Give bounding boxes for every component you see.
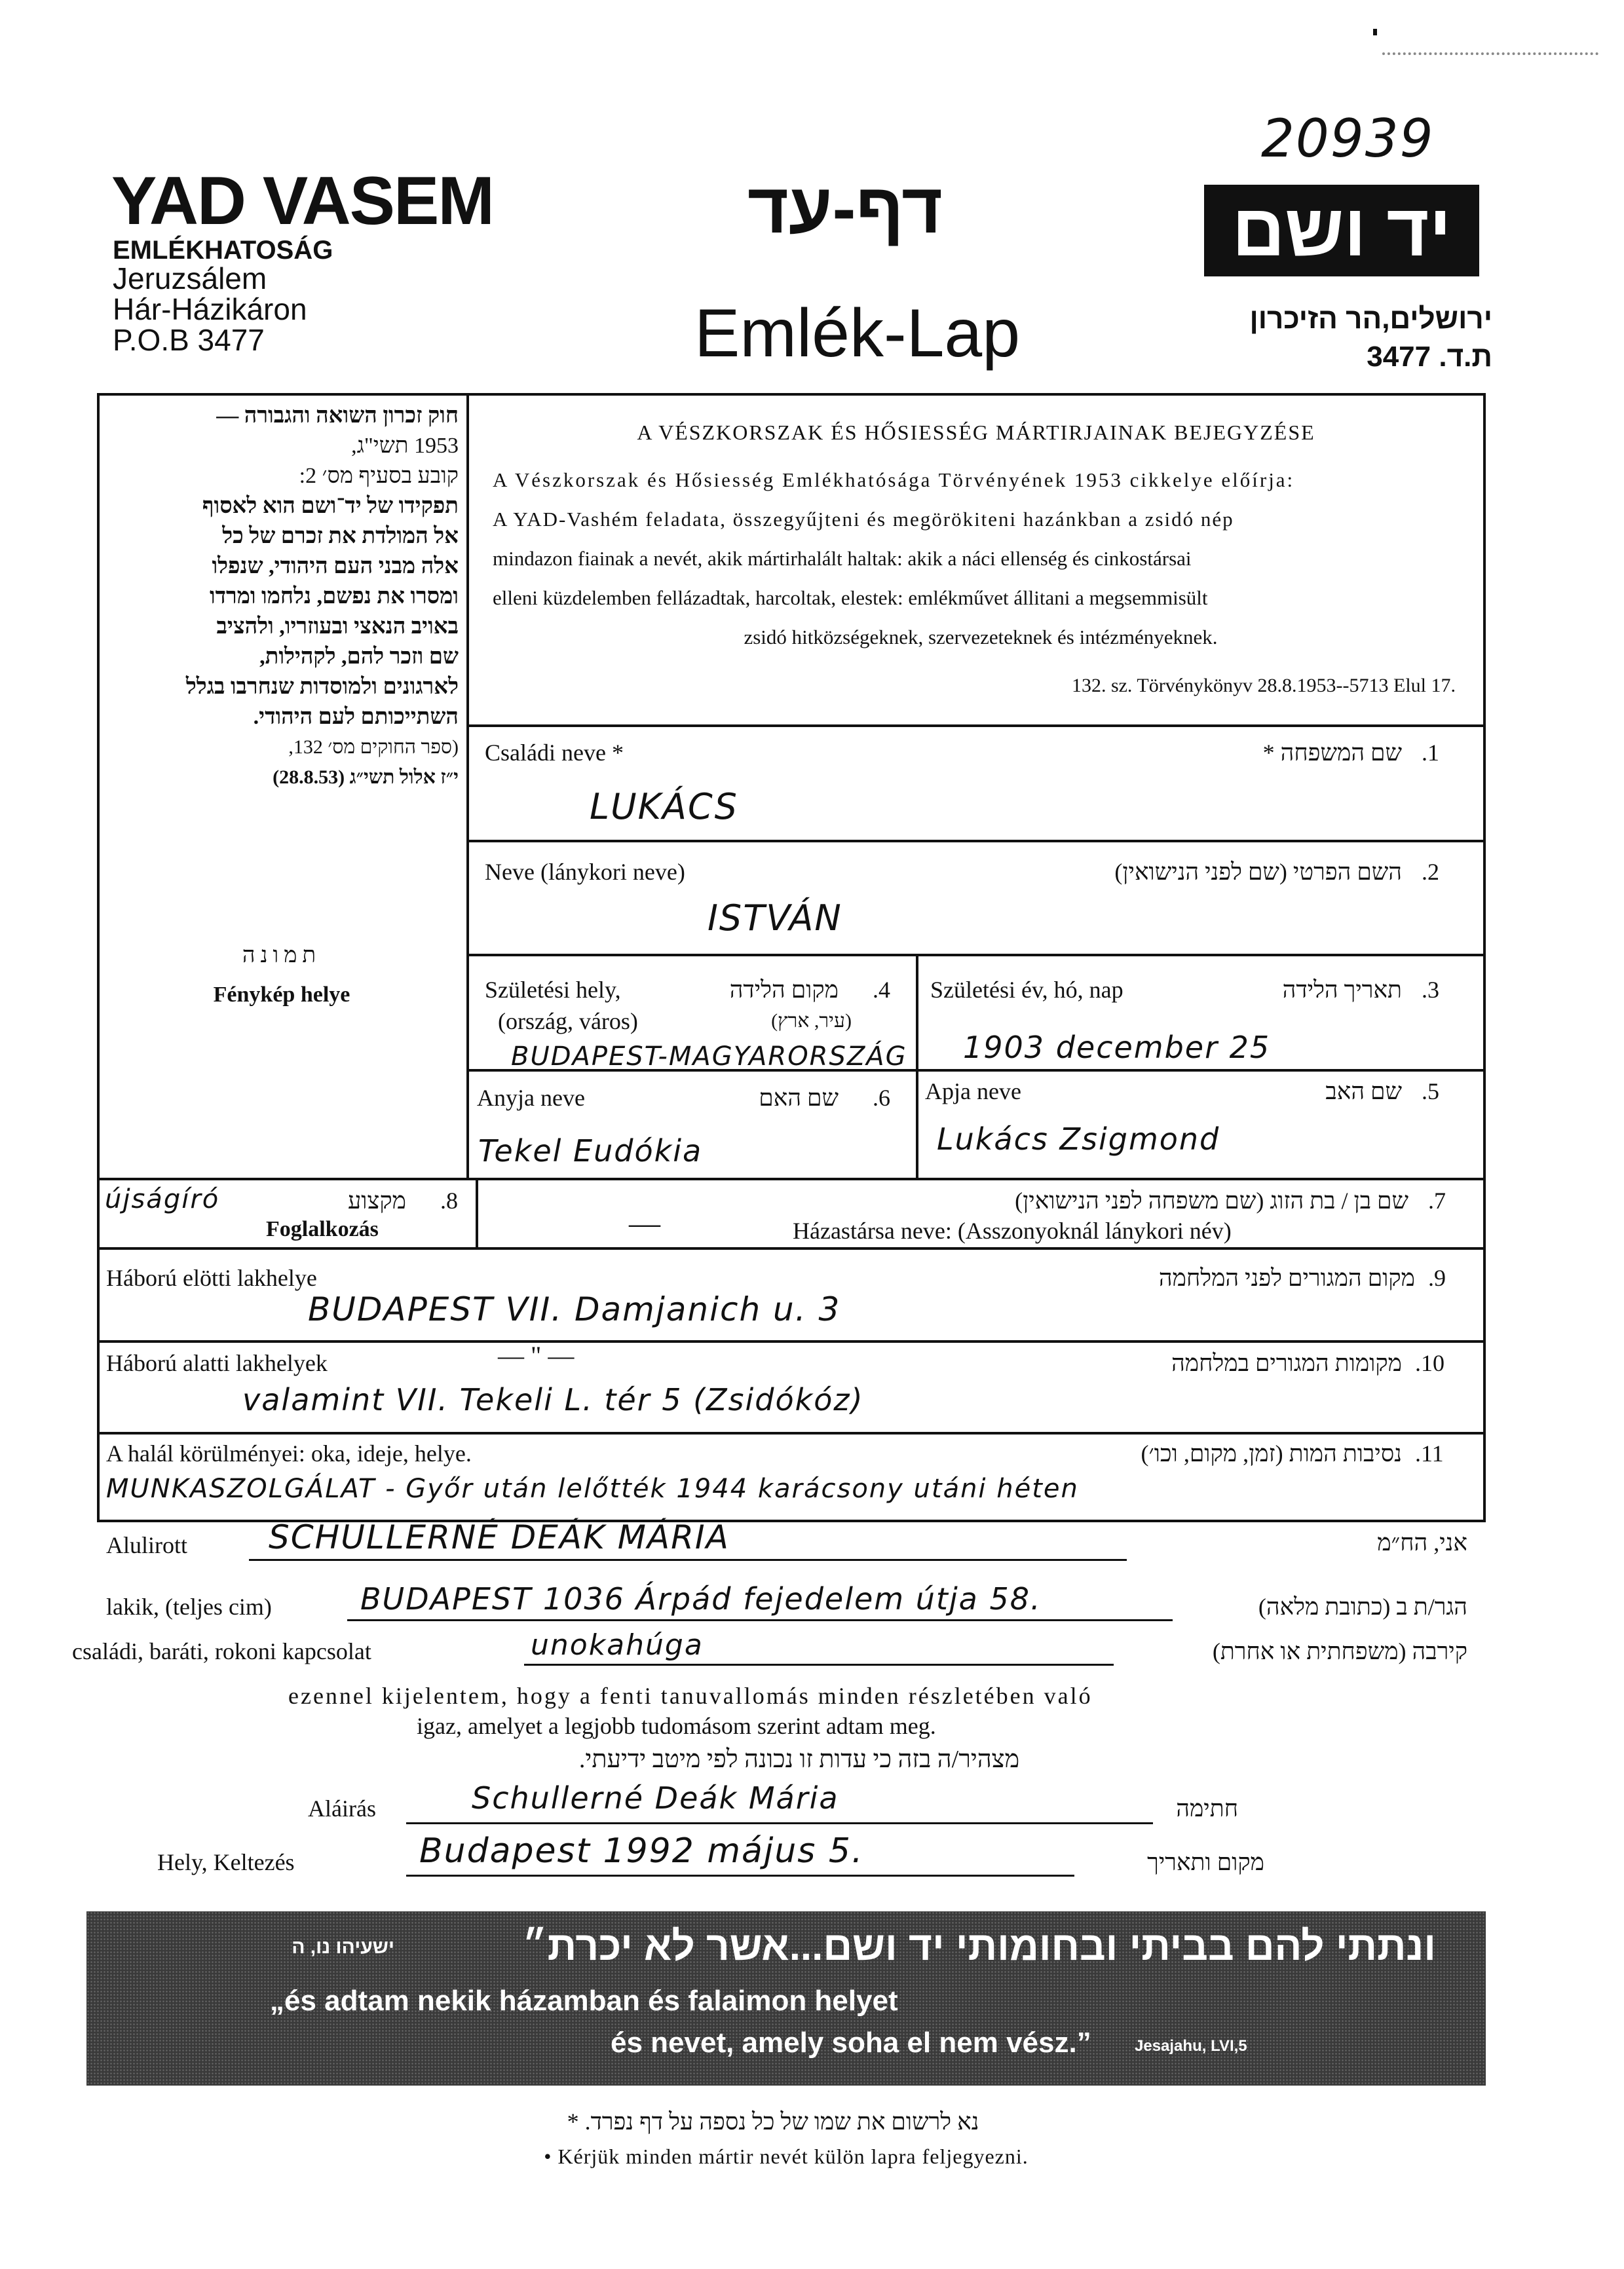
photo-label-heb: תמונה: [242, 943, 322, 967]
yad-vashem-logo: יד ושם: [1204, 185, 1479, 276]
field-number: .11: [1415, 1440, 1444, 1467]
statement-heb: מצהיר/ה בזה כי עדות זו נכונה לפי מיטב ידיעתי.: [578, 1746, 1020, 1773]
form-right-border: [1483, 1178, 1486, 1250]
form-left-border: [97, 1247, 100, 1522]
org-address: Hár-Házikáron: [113, 292, 307, 326]
law-hebrew-line: (ספר החוקים מס׳ 132,: [288, 736, 459, 758]
row-divider: [466, 840, 1486, 842]
father-name-label: Apja neve: [925, 1078, 1021, 1104]
row-divider: [97, 1247, 1486, 1250]
field-number: .8: [440, 1188, 458, 1214]
quote-banner: [86, 1911, 1486, 2086]
field-number: .10: [1415, 1350, 1445, 1376]
birthdate-value[interactable]: 1903 december 25: [963, 1030, 1271, 1065]
law-hebrew-line: אלה מבני העם היהודי, שנפלו: [212, 554, 459, 578]
page-title: Emlék-Lap: [694, 295, 1021, 371]
row-divider: [466, 954, 1486, 956]
field-number: .7: [1428, 1188, 1446, 1214]
banner-line-1: „és adtam nekik házamban és falaimon helyet: [270, 1985, 898, 2017]
birthplace-label-heb: מקום הלידה: [729, 977, 839, 1003]
spouse-value[interactable]: —: [629, 1206, 660, 1241]
heb-address-2: ת.ד. 3477: [1367, 341, 1492, 373]
col-divider: [476, 1178, 478, 1250]
declarant-address-value[interactable]: BUDAPEST 1036 Árpád fejedelem útja 58.: [360, 1581, 1042, 1617]
field-number: .5: [1422, 1078, 1439, 1104]
signature-value[interactable]: Schullerné Deák Mária: [472, 1780, 839, 1816]
given-name-label: Neve (lánykori neve): [485, 859, 685, 885]
declarant-address-label: lakik, (teljes cim): [106, 1594, 272, 1620]
place-date-label: Hely, Keltezés: [157, 1849, 295, 1875]
underline: [249, 1559, 1127, 1561]
declarant-address-label-heb: הגר/ת ב (כתובת מלאה): [1258, 1594, 1467, 1620]
form-left-border: [97, 393, 100, 1180]
law-hebrew-line: ומסרו את נפשם, נלחמו ומרדו: [209, 584, 459, 609]
birthdate-label-heb: תאריך הלידה: [1282, 977, 1402, 1003]
given-name-value[interactable]: ISTVÁN: [708, 897, 842, 939]
form-right-border: [1483, 1247, 1486, 1522]
org-pob: P.O.B 3477: [113, 323, 265, 357]
scan-speck: [1373, 29, 1377, 35]
banner-heb: ונתתי להם בביתי ובחומותי יד ושם...אשר לא יכרת״: [521, 1924, 1436, 1969]
law-line: zsidó hitközségeknek, szervezeteknek és intézményeknek.: [744, 626, 1218, 648]
family-name-value[interactable]: LUKÁCS: [590, 786, 738, 827]
place-date-value[interactable]: Budapest 1992 május 5.: [419, 1831, 864, 1871]
given-name-label-heb: השם הפרטי (שם לפני הנישואין): [1114, 859, 1402, 885]
banner-line-2: és nevet, amely soha el nem vész.”: [611, 2027, 1091, 2059]
prewar-residence-label-heb: מקום המגורים לפני המלחמה: [1158, 1265, 1415, 1291]
father-name-label-heb: שם האב: [1325, 1078, 1402, 1104]
birthplace-label: Születési hely,: [485, 977, 621, 1003]
law-hebrew-line: תפקידו של יד־ושם הוא לאסוף: [202, 494, 459, 518]
field-number: .1: [1422, 740, 1439, 766]
declarant-name-label-heb: אני, הח״מ: [1377, 1529, 1467, 1556]
row-divider: [97, 1432, 1486, 1435]
banner-heb-ref: ישעיהו נו, ה: [292, 1936, 394, 1958]
law-hebrew-line: י״ז אלול תשי״ג (28.8.53): [273, 766, 459, 788]
field-number: .4: [873, 977, 890, 1003]
mother-name-value[interactable]: Tekel Eudókia: [478, 1133, 703, 1169]
birthplace-sub-label: (ország, város): [498, 1008, 638, 1034]
spouse-label: Házastársa neve: (Asszonyoknál lánykori név): [793, 1218, 1232, 1244]
field-number: .2: [1422, 859, 1439, 885]
law-line: A Vészkorszak és Hősiesség Emlékhatósága Törvényének 1953 cikkelye előírja:: [493, 468, 1295, 491]
form-inner-divider: [466, 393, 469, 1180]
org-name: YAD VASEM: [111, 163, 494, 239]
ditto-mark: — " —: [498, 1341, 575, 1370]
underline: [406, 1875, 1074, 1877]
death-circumstances-value[interactable]: MUNKASZOLGÁLAT - Győr után lelőtték 1944 karácsony utáni héten: [106, 1474, 1079, 1504]
law-hebrew-line: חוק זכרון השואה והגבורה —: [216, 403, 459, 428]
underline: [524, 1664, 1114, 1666]
relation-label: családi, baráti, rokoni kapcsolat: [72, 1638, 371, 1664]
law-citation: 132. sz. Törvénykönyv 28.8.1953--5713 Elul 17.: [1071, 675, 1456, 696]
law-hebrew-line: שם וזכר להם, לקהילות,: [259, 645, 459, 669]
statement-line-2: igaz, amelyet a legjobb tudomásom szerint adtam meg.: [417, 1713, 936, 1739]
org-sub: EMLÉKHATOSÁG: [113, 236, 333, 265]
footer-heb: נא לרשום את שמו של כל נספה על דף נפרד. *: [567, 2109, 979, 2135]
field-number: .3: [1422, 977, 1439, 1003]
birthplace-value[interactable]: BUDAPEST-MAGYARORSZÁG: [511, 1041, 907, 1072]
field-number: .6: [873, 1085, 890, 1111]
form-left-border: [97, 1178, 100, 1250]
title-hebrew: דף-עד: [747, 168, 943, 248]
mother-name-label: Anyja neve: [477, 1085, 585, 1111]
spouse-label-heb: שם בן / בת הזוג (שם משפחה לפני הנישואין): [1015, 1188, 1408, 1214]
family-name-label-heb: שם המשפחה *: [1262, 740, 1402, 766]
form-top-border: [97, 393, 1486, 396]
wartime-residence-label-heb: מקומות המגורים במלחמה: [1171, 1350, 1402, 1376]
statement-line-1: ezennel kijelentem, hogy a fenti tanuvallomás minden részletében való: [288, 1683, 1093, 1709]
family-name-label: Családi neve *: [485, 740, 624, 766]
record-number: 20939: [1261, 108, 1435, 169]
law-line: mindazon fiainak a nevét, akik mártirhalált haltak: akik a náci ellenség és cinkostársai: [493, 547, 1192, 570]
underline: [406, 1822, 1153, 1824]
banner-ref: Jesajahu, LVI,5: [1135, 2037, 1247, 2055]
law-line: elleni küzdelemben fellázadtak, harcoltak, elestek: emlékművet állitani a megsemmisült: [493, 586, 1208, 609]
law-title: A VÉSZKORSZAK ÉS HŐSIESSÉG MÁRTIRJAINAK BEJEGYZÉSE: [637, 421, 1315, 444]
mother-name-label-heb: שם האם: [759, 1085, 839, 1111]
law-hebrew-line: קובע בסעיף מס׳ 2:: [299, 464, 459, 488]
birthplace-sub-label-heb: (עיר, ארץ): [771, 1010, 852, 1032]
prewar-residence-label: Háború elötti lakhelye: [106, 1265, 317, 1291]
relation-value[interactable]: unokahúga: [531, 1628, 704, 1662]
signature-label-heb: חתימה: [1176, 1795, 1238, 1822]
wartime-residence-label: Háború alatti lakhelyek: [106, 1350, 328, 1376]
row-divider: [97, 1178, 1486, 1180]
death-circumstances-label-heb: נסיבות המות (זמן, מקום, וכו׳): [1141, 1440, 1402, 1467]
relation-label-heb: קירבה (משפחתית או אחרת): [1212, 1638, 1467, 1664]
scan-dots: [1382, 52, 1598, 55]
prewar-residence-value[interactable]: BUDAPEST VII. Damjanich u. 3: [308, 1290, 841, 1328]
law-hebrew-line: אל המולדת את זכרם של כל: [222, 524, 459, 548]
place-date-label-heb: מקום ותאריך: [1147, 1849, 1264, 1875]
row-divider: [466, 724, 1486, 727]
occupation-label-heb: מקצוע: [347, 1188, 406, 1214]
death-circumstances-label: A halál körülményei: oka, ideje, helye.: [106, 1440, 472, 1467]
law-hebrew-line: באויב הנאצי ובעוזריו, ולהציב: [216, 614, 459, 639]
row-divider: [97, 1340, 1486, 1343]
law-hebrew-line: 1953 תשי"ג,: [351, 434, 459, 458]
wartime-residence-value[interactable]: valamint VII. Tekeli L. tér 5 (Zsidókóz): [242, 1382, 864, 1417]
occupation-label: Foglalkozás: [266, 1217, 379, 1241]
field-number: .9: [1428, 1265, 1446, 1291]
form-right-border: [1483, 393, 1486, 1180]
law-line: A YAD-Vashém feladata, összegyűjteni és megörökiteni hazánkban a zsidó nép: [493, 508, 1234, 531]
footer-note: • Kérjük minden mártir nevét külön lapra feljegyezni.: [544, 2145, 1029, 2168]
col-divider: [916, 954, 918, 1180]
org-city: Jeruzsálem: [113, 261, 267, 295]
declarant-name-label: Alulirott: [106, 1532, 187, 1558]
father-name-value[interactable]: Lukács Zsigmond: [937, 1121, 1220, 1157]
heb-address-1: ירושלים,הר הזיכרון: [1249, 303, 1492, 335]
birthdate-label: Születési év, hó, nap: [930, 977, 1124, 1003]
occupation-value[interactable]: újságíró: [105, 1184, 220, 1214]
law-hebrew-line: לארגונים ולמוסדות שנחרבו בגלל: [185, 675, 459, 699]
declarant-name-value[interactable]: SCHULLERNÉ DEÁK MÁRIA: [269, 1518, 730, 1556]
underline: [347, 1619, 1173, 1621]
photo-label: Fénykép helye: [213, 983, 350, 1007]
law-hebrew-line: השתייכותם לעם היהודי.: [253, 705, 459, 729]
signature-label: Aláirás: [308, 1795, 376, 1822]
